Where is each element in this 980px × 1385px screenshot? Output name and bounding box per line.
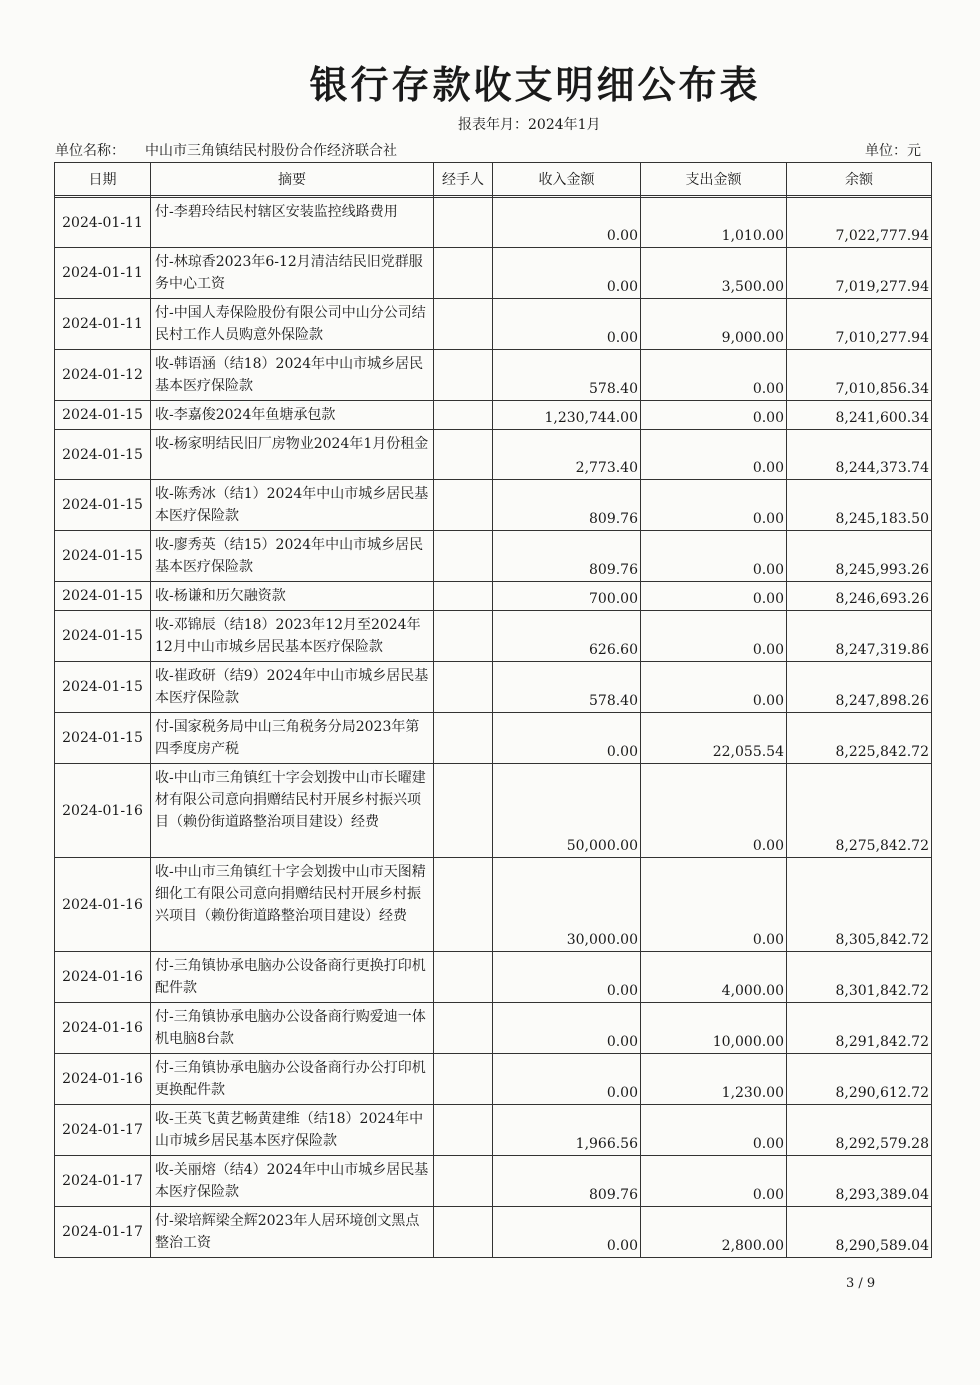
cell-handler: [434, 1156, 493, 1207]
table-row: [55, 1105, 932, 1156]
cell-date: 2024-01-15: [55, 713, 151, 764]
cell-balance: 7,022,777.94: [787, 198, 932, 248]
table-row: [55, 430, 932, 480]
cell-date: 2024-01-15: [55, 582, 151, 611]
cell-summary: 付-梁培辉梁全辉2023年人居环境创文黑点整治工资: [151, 1207, 434, 1258]
cell-income: 700.00: [493, 582, 641, 611]
cell-expense: 0.00: [641, 480, 787, 531]
col-header-date: 日期: [55, 163, 151, 196]
cell-income: 578.40: [493, 662, 641, 713]
cell-date: 2024-01-16: [55, 1054, 151, 1105]
cell-date: 2024-01-17: [55, 1105, 151, 1156]
cell-summary: 收-关丽熔（结4）2024年中山市城乡居民基本医疗保险款: [151, 1156, 434, 1207]
cell-summary: 付-中国人寿保险股份有限公司中山分公司结民村工作人员购意外保险款: [151, 299, 434, 350]
cell-income: 809.76: [493, 531, 641, 582]
cell-income: 0.00: [493, 248, 641, 299]
table-row: [55, 858, 932, 952]
cell-income: 30,000.00: [493, 858, 641, 952]
cell-handler: [434, 299, 493, 350]
cell-handler: [434, 1003, 493, 1054]
cell-income: 626.60: [493, 611, 641, 662]
cell-balance: 8,291,842.72: [787, 1003, 932, 1054]
cell-date: 2024-01-15: [55, 401, 151, 430]
currency-unit: 单位：元: [865, 143, 921, 159]
table-row: [55, 662, 932, 713]
cell-expense: 0.00: [641, 531, 787, 582]
report-period: 报表年月：2024年1月: [458, 117, 601, 133]
cell-handler: [434, 198, 493, 248]
table-row: [55, 480, 932, 531]
cell-balance: 8,275,842.72: [787, 764, 932, 858]
cell-summary: 付-国家税务局中山三角税务分局2023年第四季度房产税: [151, 713, 434, 764]
table-row: [55, 531, 932, 582]
cell-balance: 8,247,319.86: [787, 611, 932, 662]
cell-income: 1,966.56: [493, 1105, 641, 1156]
table-row: [55, 299, 932, 350]
cell-summary: 收-陈秀冰（结1）2024年中山市城乡居民基本医疗保险款: [151, 480, 434, 531]
cell-summary: 付-林琼香2023年6-12月清洁结民旧党群服务中心工资: [151, 248, 434, 299]
cell-date: 2024-01-11: [55, 198, 151, 248]
col-header-income: 收入金额: [493, 163, 641, 196]
cell-balance: 7,010,856.34: [787, 350, 932, 401]
cell-balance: 7,010,277.94: [787, 299, 932, 350]
cell-income: 0.00: [493, 1207, 641, 1258]
table-row: [55, 1207, 932, 1258]
cell-date: 2024-01-16: [55, 1003, 151, 1054]
cell-expense: 0.00: [641, 401, 787, 430]
cell-expense: 2,800.00: [641, 1207, 787, 1258]
cell-summary: 付-三角镇协承电脑办公设备商行购爱迪一体机电脑8台款: [151, 1003, 434, 1054]
cell-income: 0.00: [493, 198, 641, 248]
cell-income: 0.00: [493, 713, 641, 764]
cell-date: 2024-01-11: [55, 248, 151, 299]
cell-income: 2,773.40: [493, 430, 641, 480]
cell-handler: [434, 713, 493, 764]
cell-expense: 0.00: [641, 1105, 787, 1156]
cell-handler: [434, 858, 493, 952]
col-header-expense: 支出金额: [641, 163, 787, 196]
cell-summary: 付-三角镇协承电脑办公设备商行办公打印机更换配件款: [151, 1054, 434, 1105]
cell-date: 2024-01-16: [55, 764, 151, 858]
cell-date: 2024-01-16: [55, 952, 151, 1003]
cell-handler: [434, 480, 493, 531]
cell-handler: [434, 1054, 493, 1105]
cell-handler: [434, 531, 493, 582]
table-row: [55, 1054, 932, 1105]
ledger-table: [54, 162, 932, 1258]
cell-income: 578.40: [493, 350, 641, 401]
cell-expense: 0.00: [641, 662, 787, 713]
cell-date: 2024-01-15: [55, 662, 151, 713]
table-row: [55, 764, 932, 858]
cell-date: 2024-01-16: [55, 858, 151, 952]
cell-balance: 8,225,842.72: [787, 713, 932, 764]
cell-balance: 8,245,183.50: [787, 480, 932, 531]
cell-date: 2024-01-15: [55, 480, 151, 531]
cell-handler: [434, 248, 493, 299]
cell-income: 0.00: [493, 952, 641, 1003]
col-header-balance: 余额: [787, 163, 932, 196]
col-header-handler: 经手人: [434, 163, 493, 196]
table-row: [55, 350, 932, 401]
cell-expense: 0.00: [641, 430, 787, 480]
cell-summary: 收-杨家明结民旧厂房物业2024年1月份租金: [151, 430, 434, 480]
cell-expense: 10,000.00: [641, 1003, 787, 1054]
cell-summary: 付-三角镇协承电脑办公设备商行更换打印机配件款: [151, 952, 434, 1003]
cell-summary: 收-中山市三角镇红十字会划拨中山市长曜建材有限公司意向捐赠结民村开展乡村振兴项目（赖份街道路整治项目建设）经费: [151, 764, 434, 858]
cell-date: 2024-01-15: [55, 430, 151, 480]
cell-expense: 0.00: [641, 611, 787, 662]
cell-income: 0.00: [493, 1003, 641, 1054]
cell-summary: 收-邓锦辰（结18）2023年12月至2024年12月中山市城乡居民基本医疗保险款: [151, 611, 434, 662]
cell-summary: 收-中山市三角镇红十字会划拨中山市天图精细化工有限公司意向捐赠结民村开展乡村振兴项目（赖份街道路整治项目建设）经费: [151, 858, 434, 952]
cell-expense: 0.00: [641, 1156, 787, 1207]
cell-summary: 收-韩语涵（结18）2024年中山市城乡居民基本医疗保险款: [151, 350, 434, 401]
cell-balance: 8,305,842.72: [787, 858, 932, 952]
cell-income: 1,230,744.00: [493, 401, 641, 430]
col-header-summary: 摘要: [151, 163, 434, 196]
org-name: 中山市三角镇结民村股份合作经济联合社: [145, 143, 397, 159]
cell-balance: 8,244,373.74: [787, 430, 932, 480]
cell-expense: 22,055.54: [641, 713, 787, 764]
cell-handler: [434, 952, 493, 1003]
table-row: [55, 952, 932, 1003]
cell-balance: 8,301,842.72: [787, 952, 932, 1003]
cell-handler: [434, 430, 493, 480]
cell-expense: 0.00: [641, 350, 787, 401]
cell-balance: 8,290,589.04: [787, 1207, 932, 1258]
cell-balance: 8,246,693.26: [787, 582, 932, 611]
cell-date: 2024-01-12: [55, 350, 151, 401]
table-row: [55, 582, 932, 611]
cell-balance: 8,247,898.26: [787, 662, 932, 713]
cell-expense: 1,230.00: [641, 1054, 787, 1105]
cell-expense: 0.00: [641, 764, 787, 858]
cell-handler: [434, 1207, 493, 1258]
cell-handler: [434, 401, 493, 430]
cell-summary: 收-王英飞黄艺畅黄建维（结18）2024年中山市城乡居民基本医疗保险款: [151, 1105, 434, 1156]
cell-income: 0.00: [493, 1054, 641, 1105]
cell-balance: 8,290,612.72: [787, 1054, 932, 1105]
cell-summary: 付-李碧玲结民村辖区安装监控线路费用: [151, 198, 434, 248]
cell-income: 50,000.00: [493, 764, 641, 858]
cell-balance: 8,241,600.34: [787, 401, 932, 430]
cell-balance: 8,293,389.04: [787, 1156, 932, 1207]
table-row: [55, 248, 932, 299]
cell-handler: [434, 662, 493, 713]
cell-handler: [434, 764, 493, 858]
cell-handler: [434, 350, 493, 401]
cell-income: 809.76: [493, 1156, 641, 1207]
cell-summary: 收-李嘉俊2024年鱼塘承包款: [151, 401, 434, 430]
org-label: 单位名称：: [55, 143, 125, 159]
cell-summary: 收-崔政研（结9）2024年中山市城乡居民基本医疗保险款: [151, 662, 434, 713]
cell-balance: 7,019,277.94: [787, 248, 932, 299]
cell-handler: [434, 611, 493, 662]
table-row: [55, 713, 932, 764]
cell-date: 2024-01-17: [55, 1156, 151, 1207]
cell-income: 0.00: [493, 299, 641, 350]
header-row: [55, 163, 932, 196]
cell-expense: 9,000.00: [641, 299, 787, 350]
cell-expense: 4,000.00: [641, 952, 787, 1003]
cell-date: 2024-01-17: [55, 1207, 151, 1258]
cell-income: 809.76: [493, 480, 641, 531]
cell-date: 2024-01-15: [55, 611, 151, 662]
table-row: [55, 1003, 932, 1054]
cell-date: 2024-01-11: [55, 299, 151, 350]
cell-handler: [434, 582, 493, 611]
table-row: [55, 1156, 932, 1207]
cell-date: 2024-01-15: [55, 531, 151, 582]
cell-summary: 收-廖秀英（结15）2024年中山市城乡居民基本医疗保险款: [151, 531, 434, 582]
cell-handler: [434, 1105, 493, 1156]
cell-expense: 0.00: [641, 858, 787, 952]
cell-balance: 8,245,993.26: [787, 531, 932, 582]
cell-summary: 收-杨谦和历欠融资款: [151, 582, 434, 611]
cell-expense: 0.00: [641, 582, 787, 611]
page-number: 3 / 9: [846, 1276, 876, 1291]
document-title: 银行存款收支明细公布表: [309, 63, 761, 107]
cell-balance: 8,292,579.28: [787, 1105, 932, 1156]
table-row: [55, 401, 932, 430]
cell-expense: 1,010.00: [641, 198, 787, 248]
cell-expense: 3,500.00: [641, 248, 787, 299]
table-row: [55, 198, 932, 248]
table-row: [55, 611, 932, 662]
